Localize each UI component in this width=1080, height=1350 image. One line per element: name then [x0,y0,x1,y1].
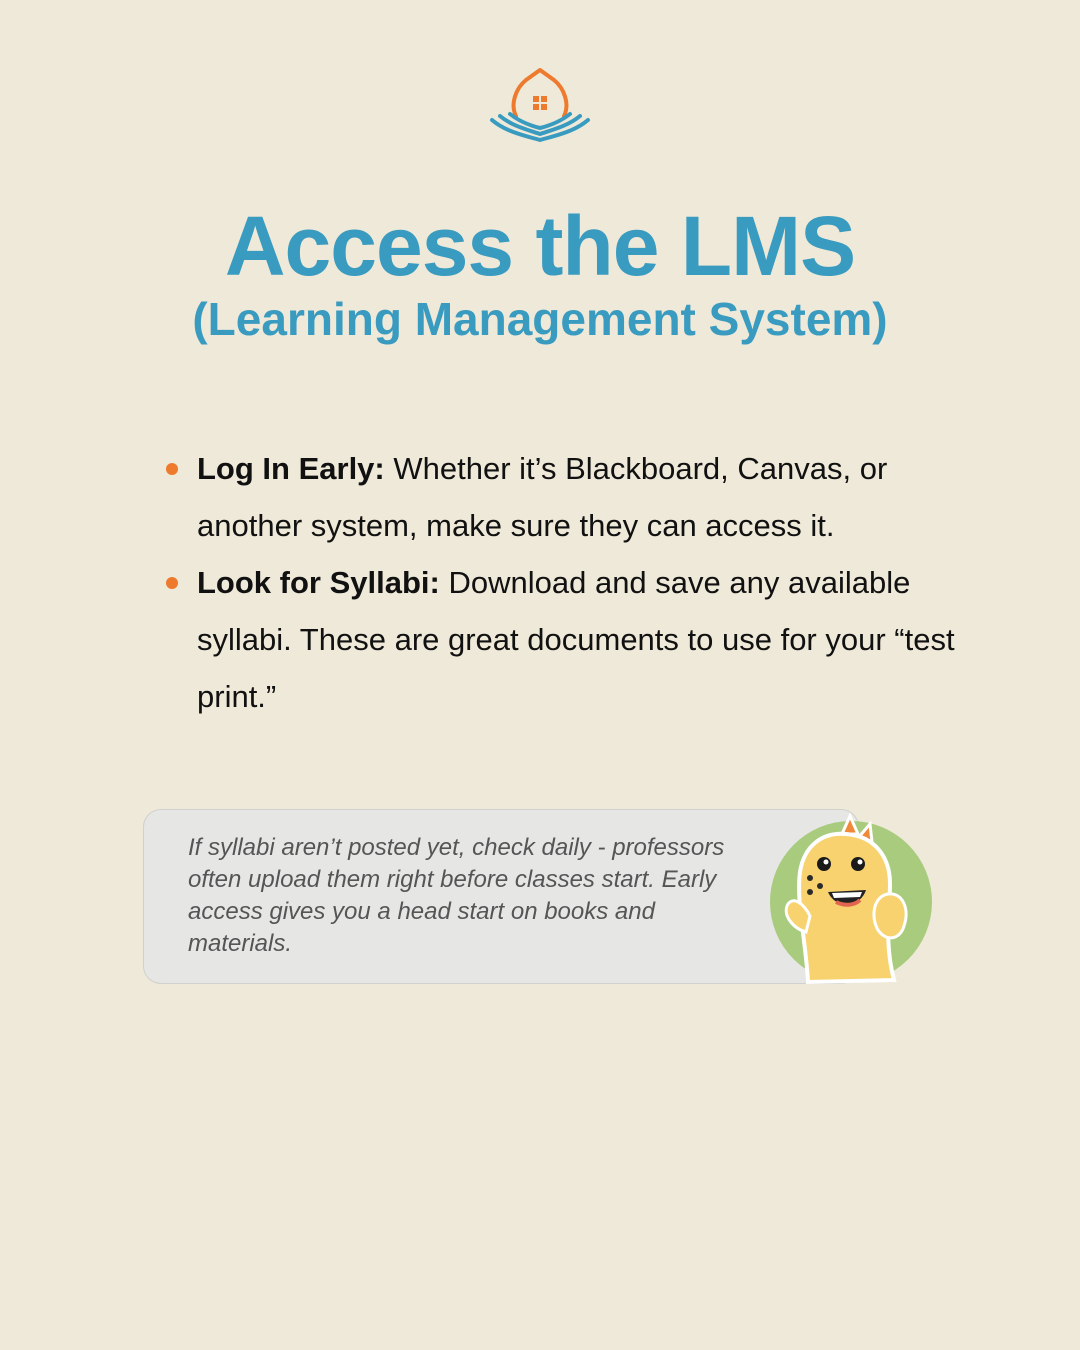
list-item [166,554,986,725]
list-item [166,440,986,554]
tip-text: If syllabi aren’t posted yet, check daily - professors often upload them right before classes start. Early access gives you a head start on books and materials. [188,834,725,957]
bullet-text: Download and save any available syllabi. These are great documents to use for your “test print.” [197,565,955,714]
house-with-open-book-icon [488,66,592,146]
page-title: Access the LMS [224,199,856,293]
bullet-label: Look for Syllabi: [197,565,440,600]
bullet-dot-icon [166,577,178,589]
bullet-text: Whether it’s Blackboard, Canvas, or another system, make sure they can access it. [197,451,888,543]
page-subtitle: (Learning Management System) [192,293,888,345]
tip-callout [143,809,859,984]
bullet-dot-icon [166,463,178,475]
yellow-dinosaur-mascot-icon [766,812,936,987]
bullet-label: Log In Early: [197,451,385,486]
tips-list [166,440,986,725]
